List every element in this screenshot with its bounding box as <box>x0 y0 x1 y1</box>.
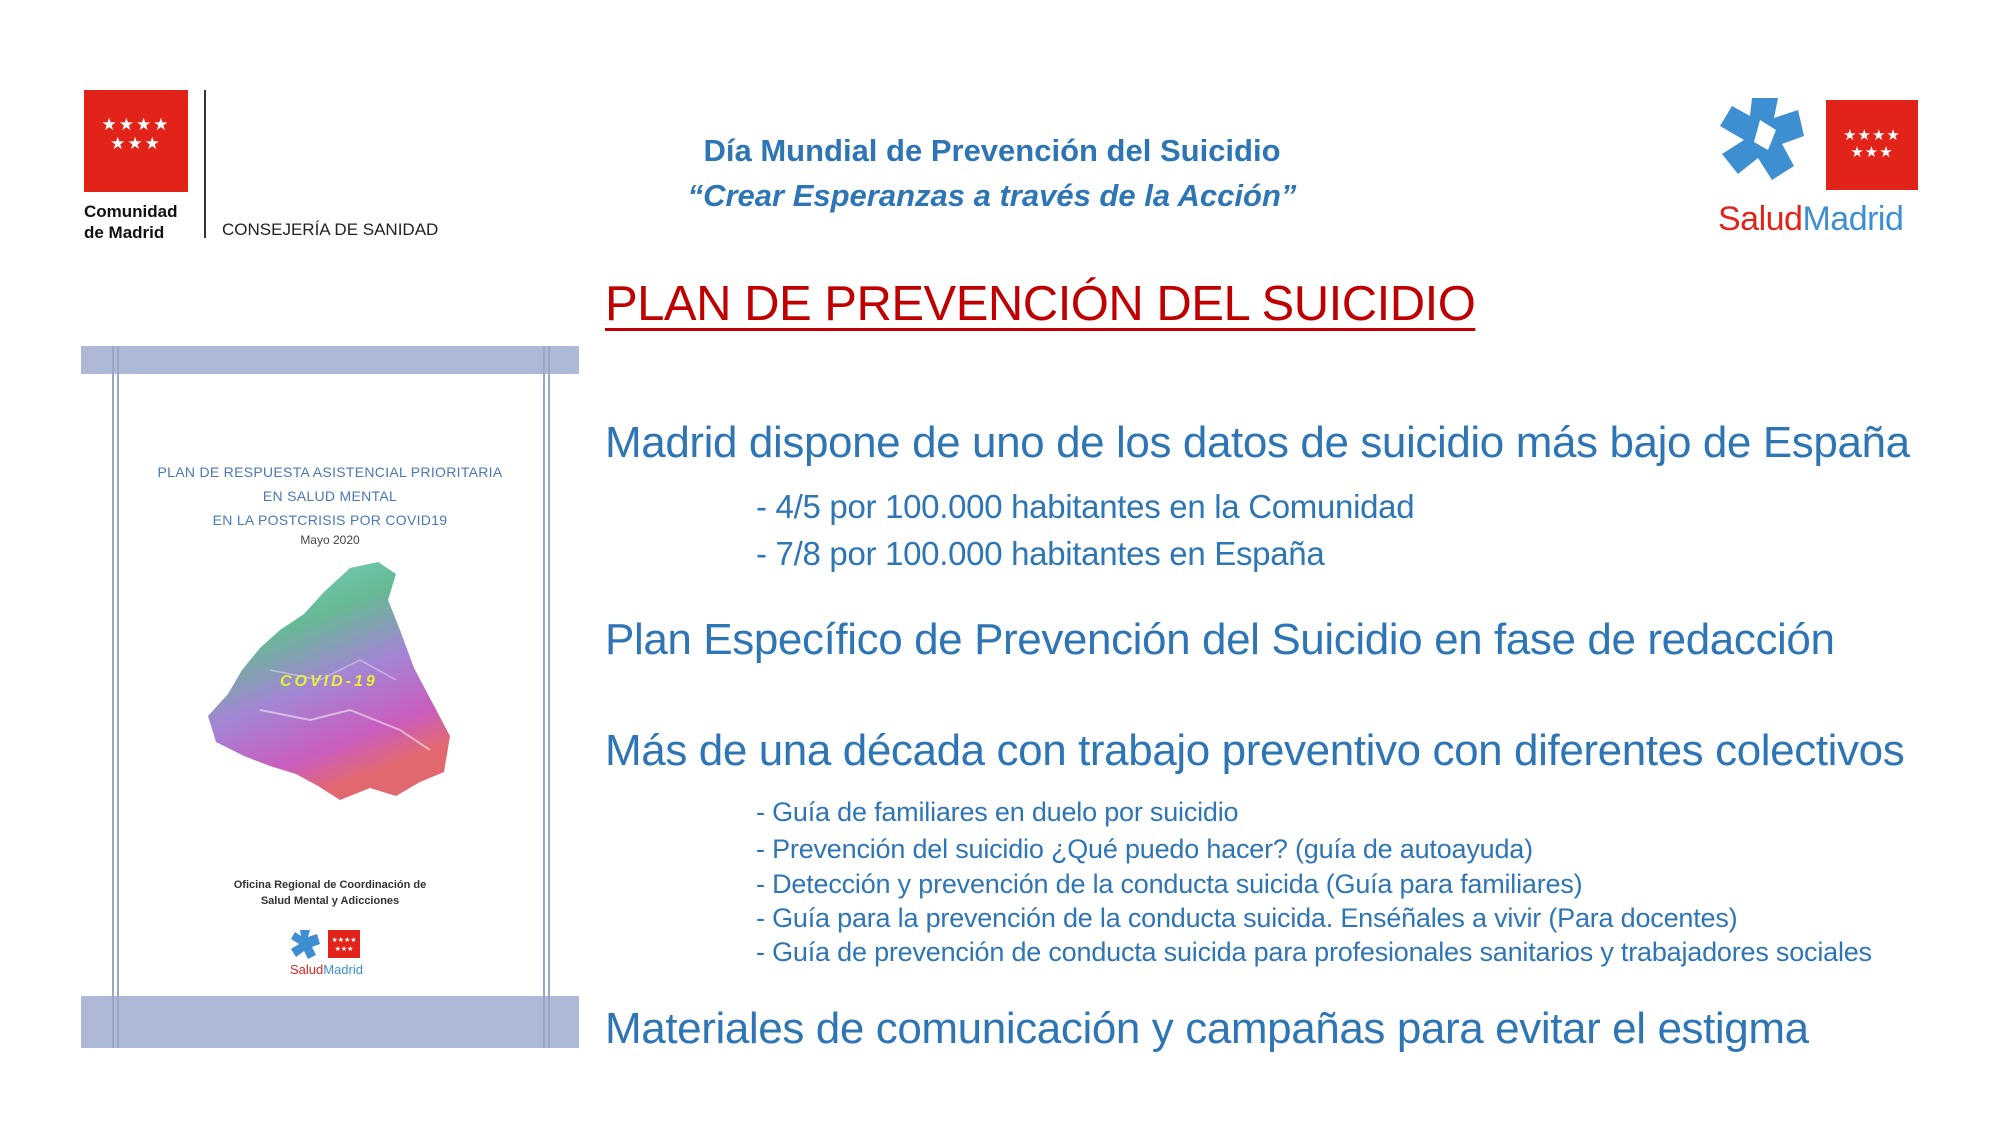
cover-frame-line <box>117 346 119 1048</box>
page-title: PLAN DE PREVENCIÓN DEL SUICIDIO <box>605 277 1476 331</box>
cover-office-line: Oficina Regional de Coordinación de <box>233 879 427 891</box>
department-label: CONSEJERÍA DE SANIDAD <box>222 220 439 239</box>
comunidad-madrid-stars: ★★★★ ★★★ <box>101 115 171 154</box>
event-slogan: “Crear Esperanzas a través de la Acción” <box>687 178 1297 213</box>
list-item: - 7/8 por 100.000 habitantes en España <box>756 535 1325 572</box>
svg-text:★★★★: ★★★★ <box>331 936 357 944</box>
comunidad-madrid-name: Comunidad de Madrid <box>84 202 178 242</box>
cover-frame-line <box>543 346 545 1048</box>
section-heading-preventive-work: Más de una década con trabajo preventivo con diferentes colectivos <box>605 726 1905 775</box>
cover-title-line: EN LA POSTCRISIS POR COVID19 <box>212 512 448 528</box>
list-item: - Detección y prevención de la conducta suicida (Guía para familiares) <box>756 869 1583 899</box>
cover-frame-line <box>548 346 550 1048</box>
list-item: - Prevención del suicidio ¿Qué puedo hacer? (guía de autoayuda) <box>756 834 1533 864</box>
svg-text:★★★: ★★★ <box>334 945 354 953</box>
cover-office-line: Salud Mental y Adicciones <box>260 895 400 907</box>
list-item: - 4/5 por 100.000 habitantes en la Comunidad <box>756 488 1415 525</box>
cover-frame-bottom <box>81 996 579 1048</box>
section-heading-specific-plan: Plan Específico de Prevención del Suicidio en fase de redacción <box>605 615 1835 664</box>
event-title: Día Mundial de Prevención del Suicidio <box>703 133 1281 168</box>
salud-madrid-wordmark: SaludMadrid <box>1718 200 1904 238</box>
cover-salud-madrid-icon <box>290 928 362 960</box>
list-item: - Guía para la prevención de la conducta suicida. Enséñales a vivir (Para docentes) <box>756 903 1738 933</box>
cover-salud-madrid-wordmark: SaludMadrid <box>290 962 363 977</box>
cover-frame-line <box>112 346 114 1048</box>
section-heading-communication: Materiales de comunicación y campañas para evitar el estigma <box>605 1004 1809 1053</box>
section-heading-suicide-rate: Madrid dispone de uno de los datos de suicidio más bajo de España <box>605 418 1910 467</box>
list-item: - Guía de prevención de conducta suicida para profesionales sanitarios y trabajadores sociales <box>756 937 1872 967</box>
salud-madrid-stars: ★★★★ ★★★ <box>1843 126 1901 161</box>
cover-frame-top <box>81 346 579 374</box>
cover-covid-label: COVID-19 <box>280 673 378 690</box>
cover-date: Mayo 2020 <box>300 533 360 547</box>
cover-title-line: EN SALUD MENTAL <box>262 488 398 504</box>
list-item: - Guía de familiares en duelo por suicidio <box>756 797 1239 827</box>
cover-title-line: PLAN DE RESPUESTA ASISTENCIAL PRIORITARIA <box>157 464 503 480</box>
